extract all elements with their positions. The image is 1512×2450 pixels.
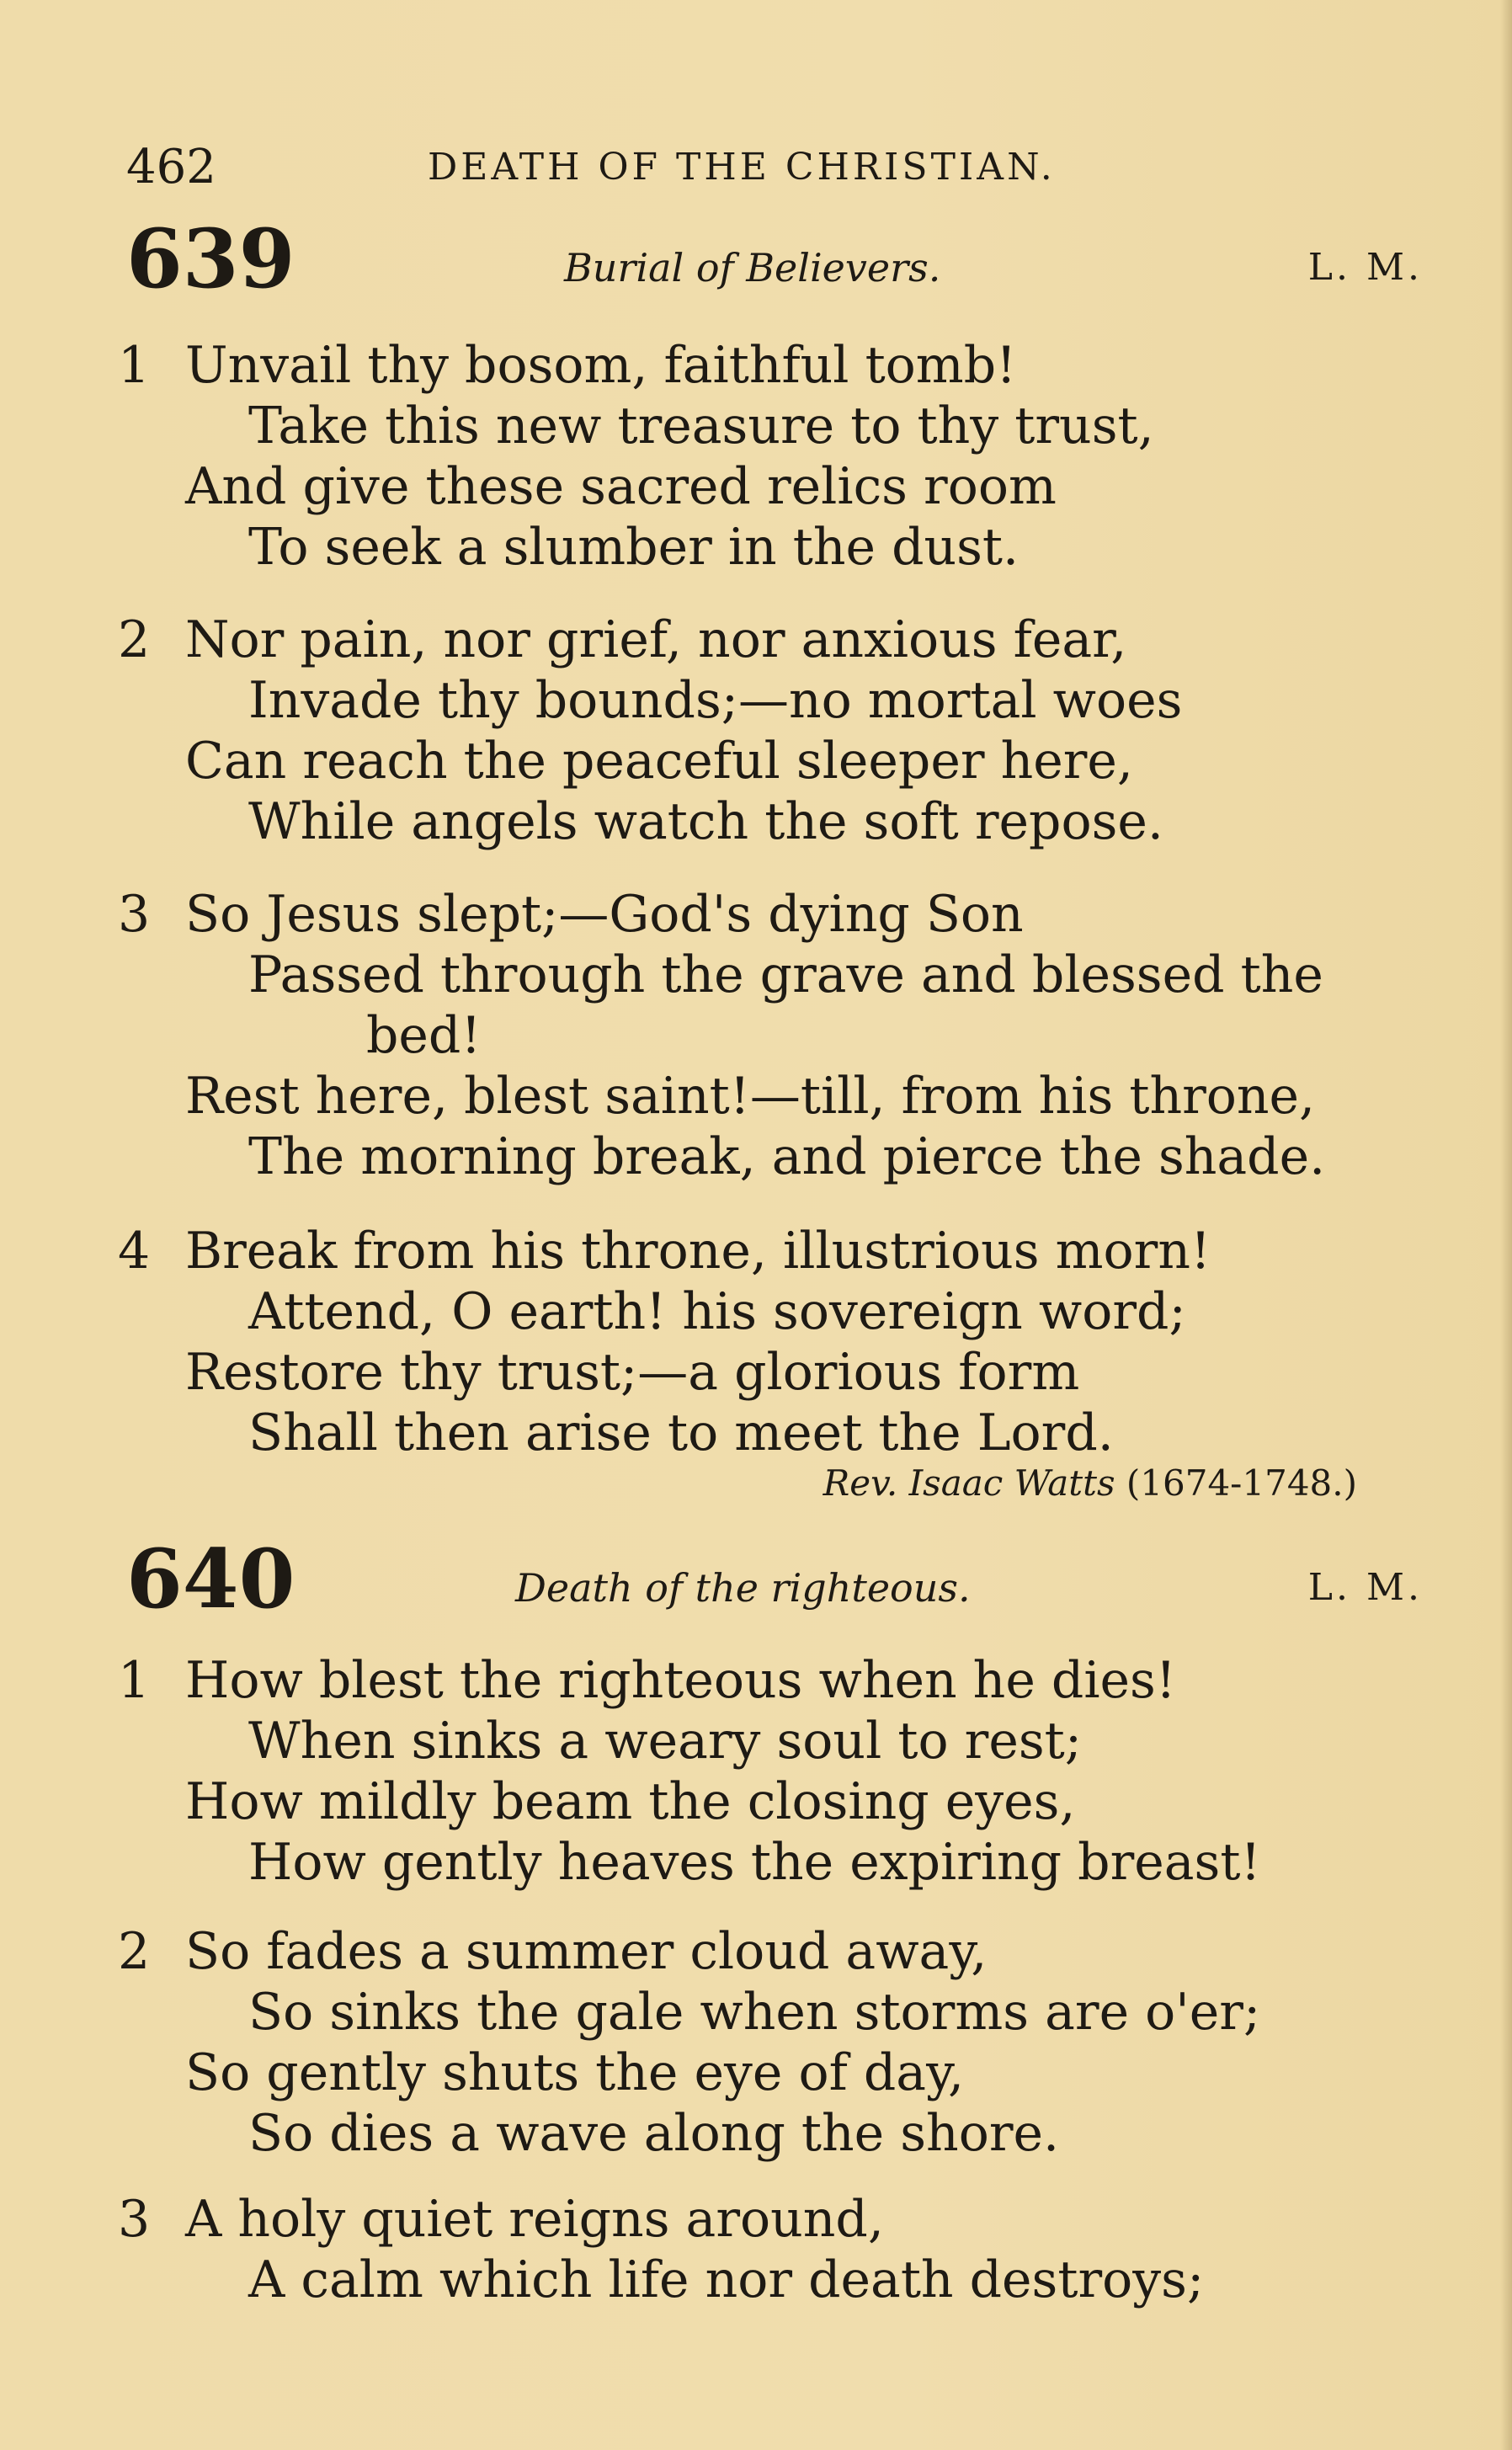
running-head [126, 138, 1137, 197]
verse-line: Invade thy bounds;—no mortal woes [248, 671, 1183, 730]
verse-line: Unvail thy bosom, faithful tomb! [185, 336, 1017, 395]
stanza-639-4 [118, 1221, 1431, 1463]
verse-number: 3 [118, 885, 151, 944]
verse-line: So dies a wave along the shore. [248, 2104, 1060, 2163]
verse-number: 3 [118, 2190, 151, 2249]
verse-line: When sinks a weary soul to rest; [248, 1712, 1082, 1771]
author-attribution [823, 1460, 1357, 1507]
author-name: Rev. Isaac Watts [823, 1462, 1115, 1504]
verse-line: Shall then arise to meet the Lord. [248, 1403, 1114, 1462]
verse-line: Can reach the peaceful sleeper here, [185, 732, 1133, 791]
verse-number: 1 [118, 1651, 151, 1710]
page-number: 462 [126, 140, 216, 194]
stanza-639-3 [118, 884, 1431, 1187]
verse-line: Restore thy trust;—a glorious form [185, 1343, 1080, 1402]
verse-line: Attend, O earth! his sovereign word; [248, 1282, 1186, 1341]
verse-number: 1 [118, 336, 151, 395]
verse-line: How gently heaves the expiring breast! [248, 1833, 1261, 1892]
stanza-639-1 [118, 335, 1431, 578]
verse-line: To seek a slumber in the dust. [248, 518, 1020, 577]
verse-line: So fades a summer cloud away, [185, 1922, 988, 1981]
hymn-meter: L. M. [1307, 246, 1423, 289]
verse-line: And give these sacred relics room [185, 457, 1057, 516]
verse-line: So gently shuts the eye of day, [185, 2043, 965, 2102]
verse-number: 2 [118, 1922, 151, 1981]
verse-number: 2 [118, 610, 151, 669]
stanza-640-2 [118, 1921, 1431, 2164]
stanza-640-3 [118, 2189, 1431, 2310]
stanza-640-1 [118, 1650, 1431, 1893]
verse-line: So Jesus slept;—God's dying Son [185, 885, 1024, 944]
verse-line: How blest the righteous when he dies! [185, 1651, 1176, 1710]
page-edge-shadow [1500, 0, 1512, 2450]
verse-line-continuation: bed! [366, 1006, 482, 1065]
hymn-subject: Burial of Believers. [564, 245, 941, 290]
author-dates: (1674-1748.) [1126, 1462, 1357, 1504]
chapter-title: DEATH OF THE CHRISTIAN. [428, 146, 1056, 189]
verse-line: A holy quiet reigns around, [185, 2190, 884, 2249]
verse-number: 4 [118, 1222, 151, 1281]
verse-line: Take this new treasure to thy trust, [248, 397, 1154, 455]
verse-line: Nor pain, nor grief, nor anxious fear, [185, 610, 1127, 669]
verse-line: How mildly beam the closing eyes, [185, 1772, 1076, 1831]
verse-line: While angels watch the soft repose. [248, 792, 1163, 851]
verse-line: A calm which life nor death destroys; [248, 2250, 1205, 2309]
verse-line: So sinks the gale when storms are o'er; [248, 1983, 1261, 2042]
verse-line: Passed through the grave and blessed the [248, 945, 1323, 1004]
hymn-number: 640 [126, 1531, 295, 1627]
verse-line: Rest here, blest saint!—till, from his throne, [185, 1067, 1316, 1126]
verse-line: Break from his throne, illustrious morn! [185, 1222, 1211, 1281]
hymn-640-heading [126, 1531, 1423, 1627]
stanza-639-2 [118, 610, 1431, 852]
hymn-639-heading [126, 211, 1423, 306]
hymn-meter: L. M. [1307, 1566, 1423, 1609]
hymn-number: 639 [126, 211, 295, 306]
verse-line: The morning break, and pierce the shade. [248, 1127, 1326, 1186]
hymn-subject: Death of the righteous. [515, 1565, 971, 1611]
